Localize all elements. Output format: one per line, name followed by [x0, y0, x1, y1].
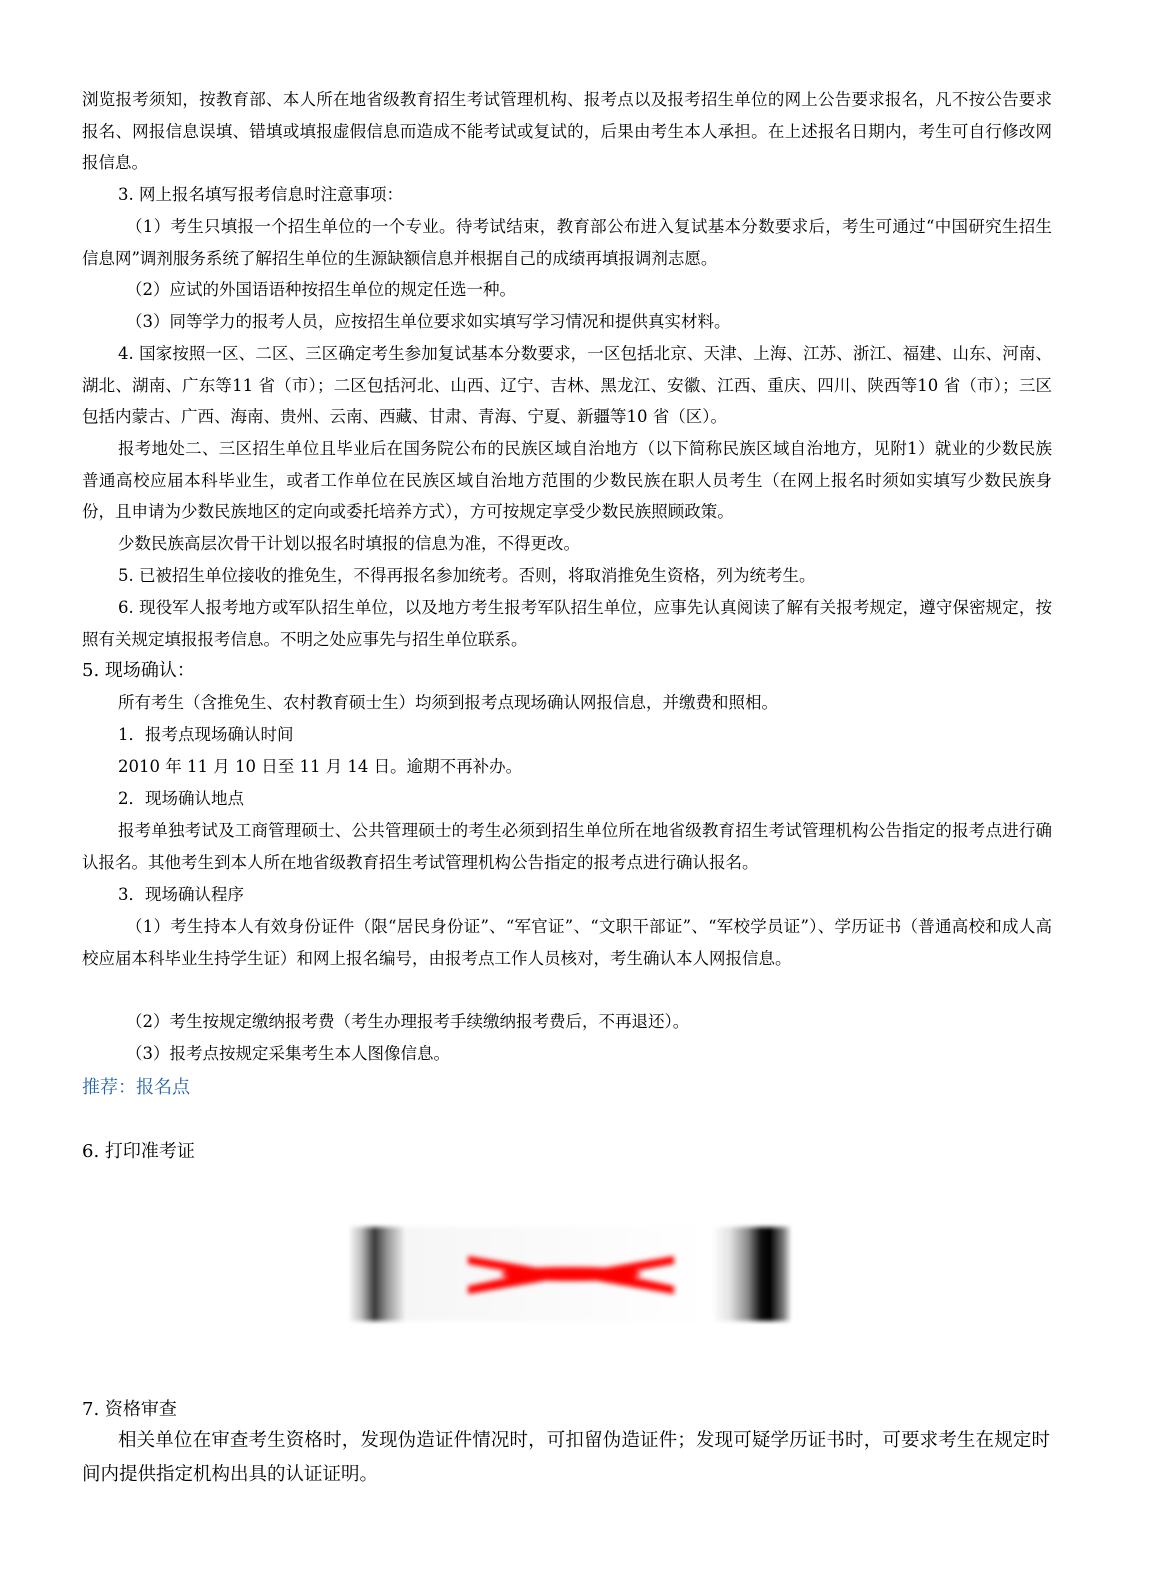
paragraph-item-3-3: （3）同等学力的报考人员，应按招生单位要求如实填写学习情况和提供真实材料。 — [126, 312, 731, 331]
section-5-item-1-title: 1．报考点现场确认时间 — [118, 725, 294, 744]
section-7-text: 相关单位在审查考生资格时，发现伪造证件情况时，可扣留伪造证件；发现可疑学历证书时，可要求考生在规定时间内提供指定机构出具的认证证明。 — [82, 1430, 1050, 1485]
section-5-heading: 5. 现场确认： — [82, 660, 195, 681]
paragraph-item-3: 3. 网上报名填写报考信息时注意事项： — [118, 185, 403, 204]
section-5-item-2-title: 2．现场确认地点 — [118, 789, 244, 808]
paragraph-item-5: 5. 已被招生单位接收的推免生，不得再报名参加统考。否则，将取消推免生资格，列为统考生。 — [118, 566, 816, 585]
recommend-link[interactable]: 推荐：报名点 — [82, 1077, 190, 1098]
section-5-intro: 所有考生（含推免生、农村教育硕士生）均须到报考点现场确认网报信息，并缴费和照相。 — [118, 693, 778, 712]
section-5-item-1-text: 2010 年 11 月 10 日至 11 月 14 日。逾期不再补办。 — [118, 757, 523, 776]
section-6-heading: 6. 打印准考证 — [82, 1141, 195, 1162]
section-5-item-3-sub-2: （2）考生按规定缴纳报考费（考生办理报考手续缴纳报考费后，不再退还）。 — [126, 1012, 690, 1031]
section-5-item-2-text: 报考单独考试及工商管理硕士、公共管理硕士的考生必须到招生单位所在地省级教育招生考试管理机构公告指定的报考点进行确认报名。其他考生到本人所在地省级教育招生考试管理机构公告指定的报考点进行确认报名。 — [82, 821, 1052, 872]
section-5-item-3-sub-1: （1）考生持本人有效身份证件（限“居民身份证”、“军官证”、“文职干部证”、“军校学员证”）、学历证书（普通高校和成人高校应届本科毕业生持学生证）和网上报名编号，由报考点工作人员核对，考生确认本人网报信息。 — [82, 917, 1052, 968]
section-7-heading: 7. 资格审查 — [82, 1399, 177, 1420]
paragraph-item-3-2: （2）应试的外国语语种按招生单位的规定任选一种。 — [126, 280, 516, 299]
paragraph-item-6: 6. 现役军人报考地方或军队招生单位，以及地方考生报考军队招生单位，应事先认真阅读了解有关报考规定，遵守保密规定，按照有关规定填报报考信息。不明之处应事先与招生单位联系。 — [82, 598, 1052, 649]
paragraph-browse-notice: 浏览报考须知，按教育部、本人所在地省级教育招生考试管理机构、报考点以及报考招生单位的网上公告要求报名，凡不按公告要求报名、网报信息误填、错填或填报虚假信息而造成不能考试或复试的，后果由考生本人承担。在上述报名日期内，考生可自行修改网报信息。 — [82, 90, 1052, 173]
paragraph-minority-plan: 少数民族高层次骨干计划以报名时填报的信息为准，不得更改。 — [118, 534, 580, 553]
admission-ticket-image-placeholder — [348, 1224, 792, 1324]
section-5-item-3-title: 3．现场确认程序 — [118, 885, 244, 904]
paragraph-minority-policy: 报考地处二、三区招生单位且毕业后在国务院公布的民族区域自治地方（以下简称民族区域自治地方，见附1）就业的少数民族普通高校应届本科毕业生，或者工作单位在民族区域自治地方范围的少数民族在职人员考生（在网上报名时须如实填写少数民族身份，且申请为少数民族地区的定向或委托培养方式），方可按规定享受少数民族照顾政策。 — [82, 439, 1052, 522]
paragraph-item-4: 4. 国家按照一区、二区、三区确定考生参加复试基本分数要求，一区包括北京、天津、上海、江苏、浙江、福建、山东、河南、湖北、湖南、广东等11 省（市）；二区包括河北、山西、辽宁、吉林、黑龙江、安徽、江西、重庆、四川、陕西等10 省（市）；三区包括内蒙古、广西、海南、贵州、云南、西藏、甘肃、青海、宁夏、新疆等10 省（区）。 — [82, 344, 1052, 427]
broken-image-icon — [468, 1246, 674, 1302]
section-5-item-3-sub-3: （3）报考点按规定采集考生本人图像信息。 — [126, 1044, 450, 1063]
paragraph-item-3-1: （1）考生只填报一个招生单位的一个专业。待考试结束，教育部公布进入复试基本分数要求后，考生可通过“中国研究生招生信息网”调剂服务系统了解招生单位的生源缺额信息并根据自己的成绩再填报调剂志愿。 — [82, 217, 1052, 268]
